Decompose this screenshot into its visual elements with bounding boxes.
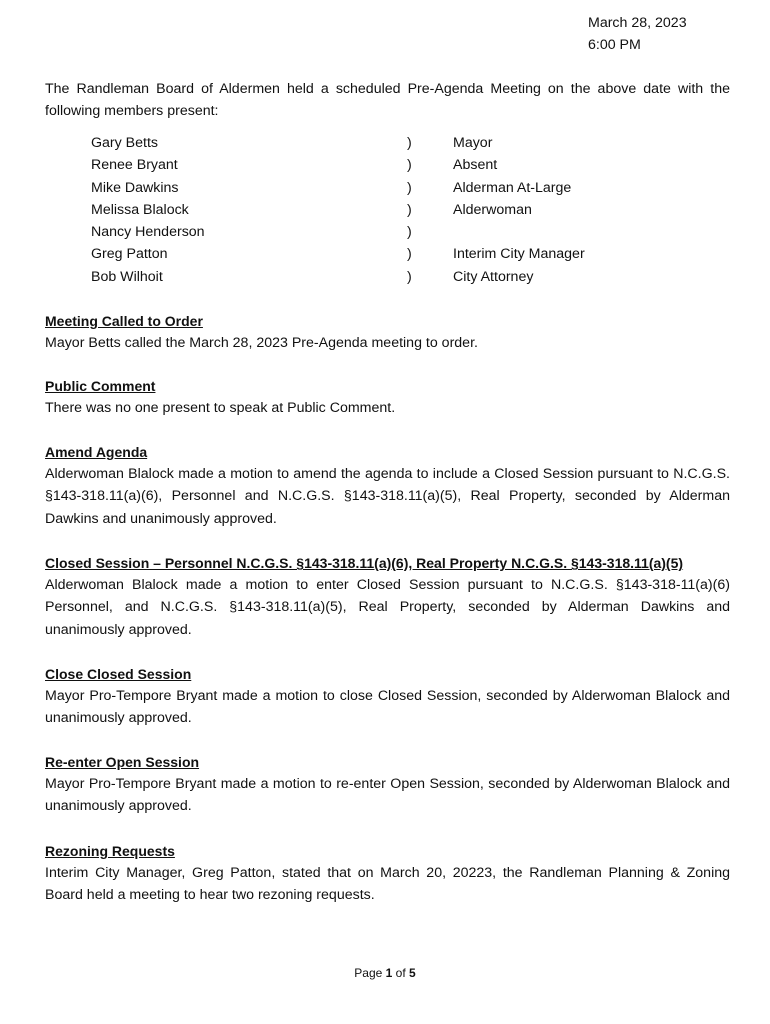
section-re-enter-open-session <box>45 751 730 818</box>
section-heading: Rezoning Requests <box>45 843 175 859</box>
member-row <box>91 177 711 199</box>
member-name: Bob Wilhoit <box>91 268 163 285</box>
page-total: 5 <box>409 966 416 980</box>
section-body: There was no one present to speak at Public Comment. <box>45 400 396 417</box>
meeting-date: March 28, 2023 <box>588 15 687 31</box>
members-list <box>91 132 711 288</box>
member-row <box>91 199 711 221</box>
page-label: Page <box>354 966 383 980</box>
member-paren: ) <box>407 157 412 174</box>
member-title: City Attorney <box>453 268 534 285</box>
member-name: Nancy Henderson <box>91 224 205 241</box>
section-close-closed-session <box>45 663 730 730</box>
page-number: 1 <box>385 966 393 980</box>
section-public-comment <box>45 375 730 419</box>
member-paren: ) <box>407 179 412 196</box>
section-heading: Meeting Called to Order <box>45 313 203 329</box>
section-body: Mayor Pro-Tempore Bryant made a motion to close Closed Session, seconded by Alderwoman Blalock and unanimously approved. <box>45 688 730 727</box>
section-body: Mayor Pro-Tempore Bryant made a motion to re-enter Open Session, seconded by Alderwoman Blalock and unanimously approved. <box>45 776 730 815</box>
member-row <box>91 221 711 243</box>
member-paren: ) <box>407 201 412 218</box>
section-body: Alderwoman Blalock made a motion to enter Closed Session pursuant to N.C.G.S. §143-318-11(a)(6) Personnel, and N.C.G.S. §143-318.11(a)(5), Real Property, seconded by Alderman Dawkins and unanimously approved. <box>45 577 730 638</box>
member-row <box>91 243 711 265</box>
section-heading: Close Closed Session <box>45 666 192 682</box>
meeting-time: 6:00 PM <box>588 37 641 53</box>
section-amend-agenda <box>45 441 730 530</box>
member-title: Absent <box>453 157 498 174</box>
member-paren: ) <box>407 135 412 151</box>
intro-paragraph: The Randleman Board of Aldermen held a scheduled Pre-Agenda Meeting on the above date with the following members present: <box>45 81 730 119</box>
section-meeting-called-to-order <box>45 310 730 354</box>
member-name: Gary Betts <box>91 135 159 151</box>
date-block <box>588 12 687 56</box>
member-row <box>91 132 711 154</box>
section-closed-session <box>45 552 730 641</box>
member-title: Alderwoman <box>453 201 532 218</box>
member-paren: ) <box>407 246 412 263</box>
page-footer <box>0 966 770 980</box>
section-heading: Public Comment <box>45 378 156 394</box>
member-name: Renee Bryant <box>91 157 178 174</box>
section-body: Interim City Manager, Greg Patton, stated that on March 20, 20223, the Randleman Planning & Zoning Board held a meeting to hear two rezoning requests. <box>45 865 730 904</box>
member-paren: ) <box>407 224 412 241</box>
section-heading: Amend Agenda <box>45 444 148 460</box>
member-title: Interim City Manager <box>453 246 585 263</box>
member-row <box>91 266 711 288</box>
member-row <box>91 154 711 176</box>
of-label: of <box>395 966 406 980</box>
section-heading: Re-enter Open Session <box>45 754 200 770</box>
section-body: Alderwoman Blalock made a motion to amend the agenda to include a Closed Session pursuant to N.C.G.S. §143-318.11(a)(6), Personnel and N.C.G.S. §143-318.11(a)(5), Real Property, seconded by Alderman Dawkins and unanimously approved. <box>45 466 730 527</box>
member-title: Alderman At-Large <box>453 179 572 196</box>
member-paren: ) <box>407 268 412 285</box>
section-heading: Closed Session – Personnel N.C.G.S. §143-318.11(a)(6), Real Property N.C.G.S. §143-318.11(a)(5) <box>45 555 684 571</box>
section-body: Mayor Betts called the March 28, 2023 Pre-Agenda meeting to order. <box>45 335 478 352</box>
member-name: Greg Patton <box>91 246 168 263</box>
section-rezoning-requests <box>45 840 730 907</box>
member-title: Mayor <box>453 135 493 151</box>
member-name: Mike Dawkins <box>91 179 179 196</box>
member-name: Melissa Blalock <box>91 201 189 218</box>
